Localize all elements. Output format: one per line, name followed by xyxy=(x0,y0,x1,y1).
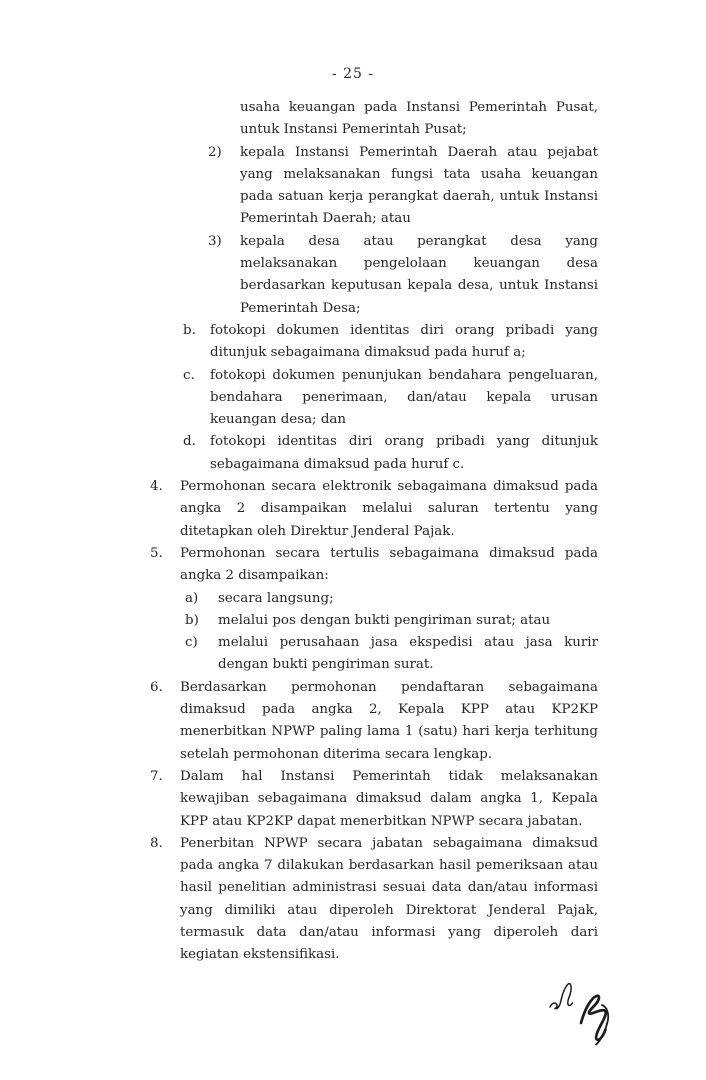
list-marker: 4. xyxy=(150,479,163,495)
list-item-text: melalui perusahaan jasa ekspedisi atau jasa kurir dengan bukti pengiriman surat. xyxy=(218,635,598,673)
list-marker: 2) xyxy=(208,144,222,160)
list-item-text: usaha keuangan pada Instansi Pemerintah Pusat, untuk Instansi Pemerintah Pusat; xyxy=(240,100,598,138)
list-marker: c) xyxy=(185,635,198,651)
list-marker: c. xyxy=(183,367,195,383)
list-item-text: kepala Instansi Pemerintah Daerah atau pejabat yang melaksanakan fungsi tata usaha keuangan pada satuan kerja perangkat daerah, untuk Instansi Pemerintah Daerah; atau xyxy=(240,144,598,227)
list-marker: d. xyxy=(183,434,196,450)
list-item xyxy=(150,543,598,588)
list-item xyxy=(150,431,598,476)
list-item xyxy=(150,588,598,610)
list-item-text: Dalam hal Instansi Pemerintah tidak melaksanakan kewajiban sebagaimana dimaksud dalam angka 1, Kepala KPP atau KP2KP dapat menerbitkan NPWP secara jabatan. xyxy=(180,768,598,829)
list-item xyxy=(150,365,598,432)
list-item xyxy=(150,632,598,677)
list-item-text: Penerbitan NPWP secara jabatan sebagaimana dimaksud pada angka 7 dilakukan berdasarkan hasil pemeriksaan atau hasil penelitian administrasi sesuai data dan/atau informasi yang dimiliki atau diperoleh Direktorat Jenderal Pajak, termasuk data dan/atau informasi yang diperoleh dari kegiatan ekstensifikasi. xyxy=(180,835,598,963)
page-number: - 25 - xyxy=(331,66,375,82)
list-item-text: fotokopi identitas diri orang pribadi yang ditunjuk sebagaimana dimaksud pada huruf c. xyxy=(210,434,598,472)
list-item-text: Berdasarkan permohonan pendaftaran sebagaimana dimaksud pada angka 2, Kepala KPP atau KP2KP menerbitkan NPWP paling lama 1 (satu) hari kerja terhitung setelah permohonan diterima secara lengkap. xyxy=(180,679,598,762)
list-item-text: melalui pos dengan bukti pengiriman surat; atau xyxy=(218,612,551,628)
list-marker: b. xyxy=(183,322,196,338)
list-item xyxy=(150,833,598,967)
list-marker: 8. xyxy=(150,835,163,851)
document-body xyxy=(150,97,598,967)
list-item xyxy=(150,476,598,543)
list-marker: 6. xyxy=(150,679,163,695)
list-marker: b) xyxy=(185,612,199,628)
list-item-text: kepala desa atau perangkat desa yang melaksanakan pengelolaan keuangan desa berdasarkan keputusan kepala desa, untuk Instansi Pemerintah Desa; xyxy=(240,233,598,316)
list-item-continuation xyxy=(150,97,598,142)
list-item-text: fotokopi dokumen penunjukan bendahara pengeluaran, bendahara penerimaan, dan/atau kepala urusan keuangan desa; dan xyxy=(210,367,598,428)
list-marker: 5. xyxy=(150,545,163,561)
list-item xyxy=(150,766,598,833)
list-marker: 7. xyxy=(150,768,163,784)
list-item xyxy=(150,231,598,320)
list-item xyxy=(150,142,598,231)
list-marker: 3) xyxy=(208,233,222,249)
list-item-text: Permohonan secara elektronik sebagaimana dimaksud pada angka 2 disampaikan melalui saluran tertentu yang ditetapkan oleh Direktur Jenderal Pajak. xyxy=(180,479,598,539)
list-item-text: Permohonan secara tertulis sebagaimana dimaksud pada angka 2 disampaikan: xyxy=(180,545,598,584)
list-item-text: fotokopi dokumen identitas diri orang pribadi yang ditunjuk sebagaimana dimaksud pada huruf a; xyxy=(210,322,598,361)
list-item xyxy=(150,677,598,766)
handwritten-initials-icon xyxy=(543,965,638,1050)
list-item xyxy=(150,320,598,365)
list-item-text: secara langsung; xyxy=(218,590,334,606)
list-marker: a) xyxy=(185,590,199,606)
list-item xyxy=(150,610,598,632)
